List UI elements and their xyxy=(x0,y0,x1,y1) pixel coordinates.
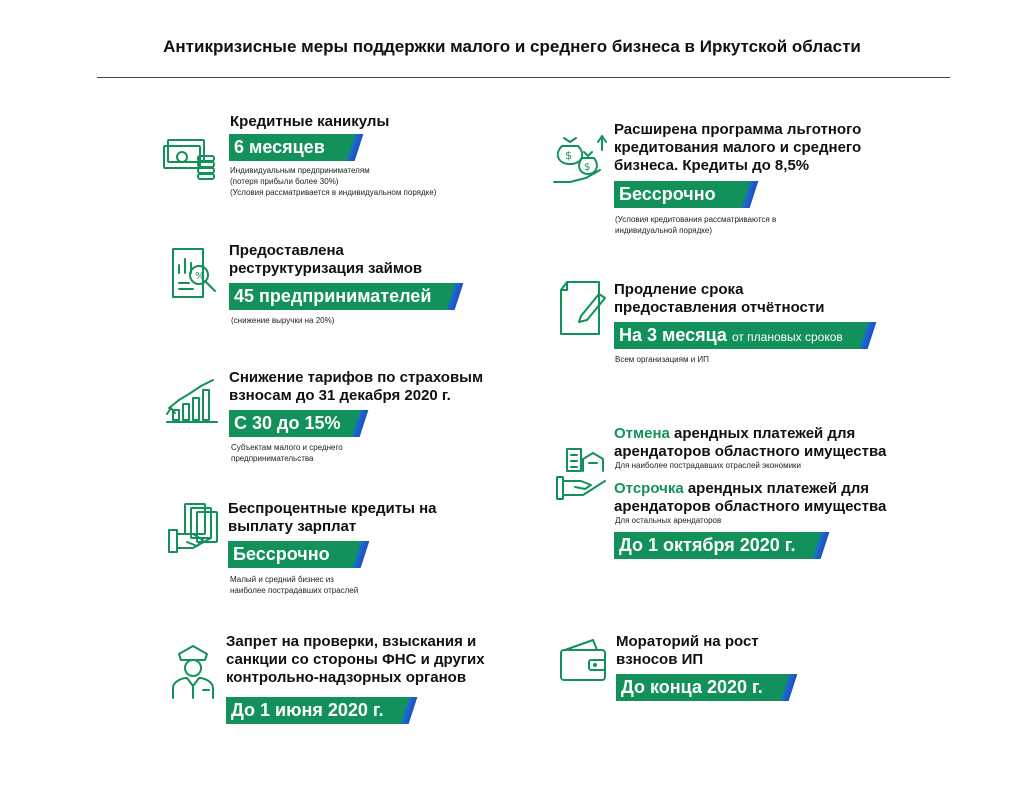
heading-rent-deferral: Отсрочка арендных платежей для арендаторов областного имущества xyxy=(614,480,887,515)
document-chart-percent-icon xyxy=(163,243,223,303)
heading-inspection-ban: Запрет на проверки, взыскания и санкции со стороны ФНС и других контрольно-надзорных органов xyxy=(226,633,485,686)
badge-interest-free: Бессрочно xyxy=(228,541,355,568)
money-bags-hand-icon xyxy=(550,128,610,188)
heading-insurance: Снижение тарифов по страховым взносам до 31 декабря 2020 г. xyxy=(229,369,484,404)
svg-text:$: $ xyxy=(565,149,572,162)
heading-rent-cancellation: Отмена арендных платежей для арендаторов областного имущества xyxy=(614,425,887,460)
note-restructuring: (снижение выручки на 20%) xyxy=(231,316,335,325)
badge-credit-holidays: 6 месяцев xyxy=(229,134,349,161)
note-rent-deferral: Для остальных арендаторов xyxy=(615,516,722,525)
badge-inspection-ban: До 1 июня 2020 г. xyxy=(226,697,403,724)
heading-interest-free: Беспроцентные кредиты на выплату зарплат xyxy=(228,500,437,535)
heading-credit-holidays: Кредитные каникулы xyxy=(230,113,390,130)
badge-moratorium: До конца 2020 г. xyxy=(616,674,783,701)
document-pencil-icon xyxy=(553,278,613,338)
heading-preferential-lending: Расширена программа льготного кредитования малого и среднего бизнеса. Кредиты до 8,5% xyxy=(614,121,862,174)
hand-money-building-icon xyxy=(553,443,613,503)
hand-banknotes-icon xyxy=(163,500,223,560)
heading-restructuring: Предоставлена реструктуризация займов xyxy=(229,242,423,277)
badge-restructuring: 45 предпринимателей xyxy=(229,283,449,310)
note-preferential-lending: (Условия кредитования рассматриваются в индивидуальной порядке) xyxy=(615,215,777,235)
wallet-icon xyxy=(553,632,613,692)
page-title: Антикризисные меры поддержки малого и среднего бизнеса в Иркутской области xyxy=(163,37,861,56)
svg-text:$: $ xyxy=(584,162,591,173)
badge-preferential-lending: Бессрочно xyxy=(614,181,744,208)
money-coins-icon xyxy=(160,128,220,188)
inspector-officer-icon xyxy=(163,642,223,702)
badge-rent: До 1 октября 2020 г. xyxy=(614,532,815,559)
heading-moratorium: Мораторий на рост взносов ИП xyxy=(616,633,759,668)
heading-reporting: Продление срока предоставления отчётности xyxy=(614,281,825,316)
note-reporting: Всем организациям и ИП xyxy=(615,355,709,364)
note-interest-free: Малый и средний бизнес из наиболее пострадавших отраслей xyxy=(230,575,359,595)
note-credit-holidays: Индивидуальным предпринимателям (потеря прибыли более 30%) (Условия рассматривается в индивидуальном порядке) xyxy=(230,166,437,197)
svg-text:%: % xyxy=(195,271,205,282)
bar-chart-decline-icon xyxy=(163,372,223,432)
note-insurance: Субъектам малого и среднего предпринимательства xyxy=(231,443,343,463)
badge-reporting: На 3 месяца от плановых сроков xyxy=(614,322,862,349)
title-divider xyxy=(97,77,950,78)
badge-insurance: С 30 до 15% xyxy=(229,410,354,437)
note-rent-cancellation: Для наиболее пострадавших отраслей экономики xyxy=(615,461,802,470)
